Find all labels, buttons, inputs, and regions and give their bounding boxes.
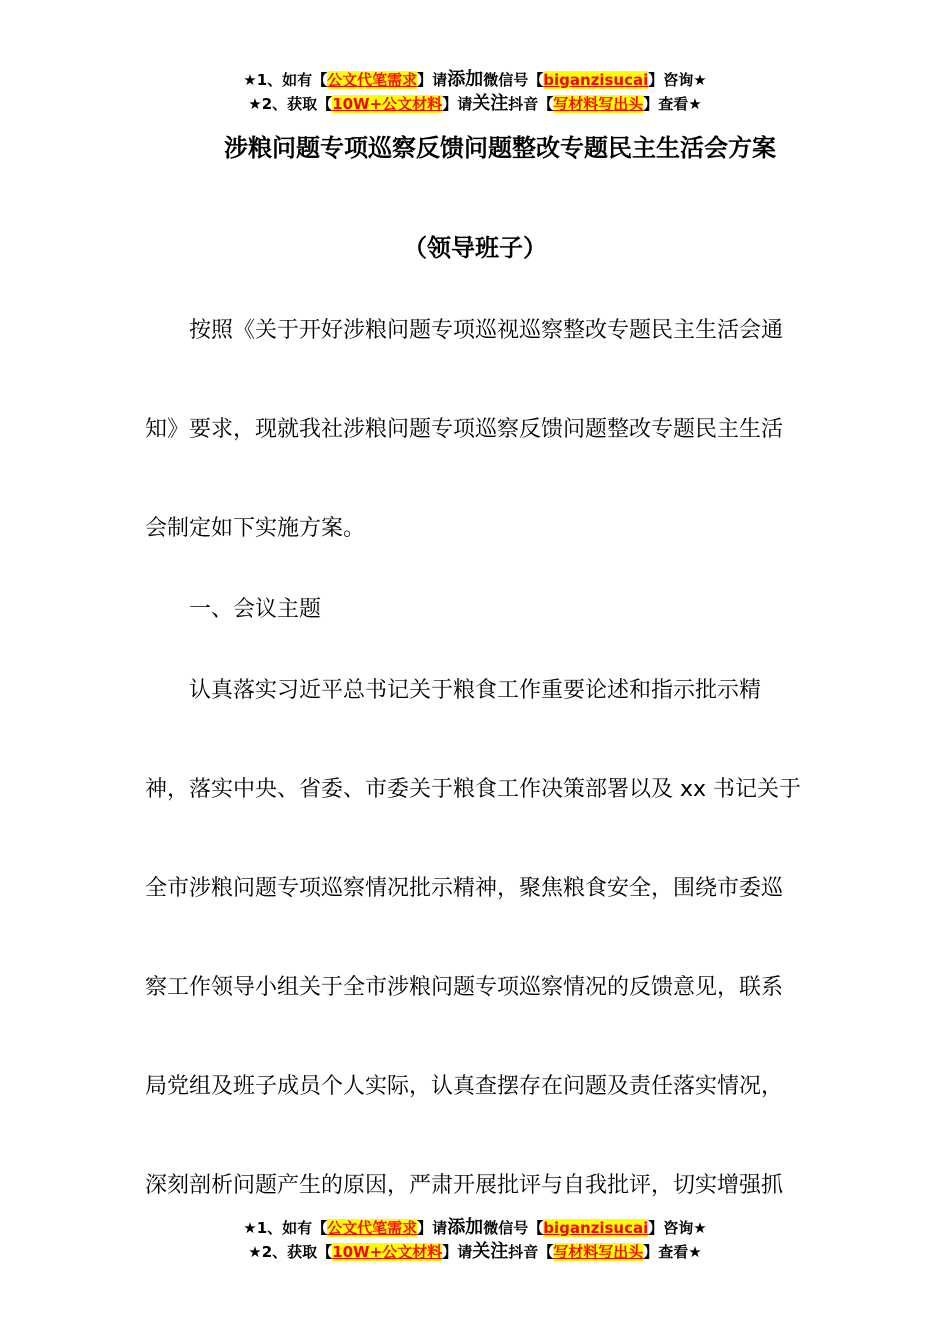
top-banner — [0, 68, 950, 116]
banner-text: 】请 — [442, 1243, 473, 1261]
banner-text: 抖音【 — [508, 95, 554, 113]
banner-text: 抖音【 — [508, 1243, 554, 1261]
banner-text: ★2、获取【 — [248, 1243, 333, 1261]
document-title: 涉粮问题专项巡察反馈问题整改专题民主生活会方案 — [224, 134, 776, 162]
body-line: 察工作领导小组关于全市涉粮问题专项巡察情况的反馈意见，联系 — [145, 975, 784, 1000]
banner-text: 】咨询★ — [648, 71, 707, 89]
banner-text: ★2、获取【 — [248, 95, 333, 113]
banner-text: 微信号【 — [483, 71, 544, 89]
banner-text: 】咨询★ — [648, 1219, 707, 1237]
banner-emphasis: 添加 — [447, 1217, 484, 1238]
body-line: 按照《关于开好涉粮问题专项巡视巡察整改专题民主生活会通 — [145, 318, 784, 343]
highlight-materials: 10W+公文材料 — [332, 95, 443, 113]
highlight-wechat-id: biganzisucai — [543, 1219, 649, 1237]
banner-text: 微信号【 — [483, 1219, 544, 1237]
banner-text: 】查看★ — [643, 95, 702, 113]
body-line: 知》要求，现就我社涉粮问题专项巡察反馈问题整改专题民主生活 — [145, 417, 784, 442]
highlight-service: 公文代笔需求 — [327, 71, 418, 89]
banner-line-2 — [0, 1240, 950, 1264]
highlight-douyin: 写材料写出头 — [553, 1243, 644, 1261]
highlight-materials: 10W+公文材料 — [332, 1243, 443, 1261]
body-line: 深刻剖析问题产生的原因，严肃开展批评与自我批评，切实增强抓 — [145, 1173, 784, 1198]
banner-text: 】请 — [442, 95, 473, 113]
section-heading: 一、会议主题 — [145, 597, 322, 622]
body-line: 会制定如下实施方案。 — [145, 516, 366, 541]
body-line: 认真落实习近平总书记关于粮食工作重要论述和指示批示精 — [145, 678, 762, 703]
highlight-wechat-id: biganzisucai — [543, 71, 649, 89]
banner-emphasis: 关注 — [472, 1241, 509, 1262]
body-line: 全市涉粮问题专项巡察情况批示精神，聚焦粮食安全，围绕市委巡 — [145, 876, 784, 901]
document-subtitle: （领导班子） — [403, 234, 547, 262]
bottom-banner — [0, 1216, 950, 1264]
banner-text: ★1、如有【 — [243, 71, 328, 89]
banner-line-1 — [0, 68, 950, 92]
banner-line-1 — [0, 1216, 950, 1240]
body-line: 局党组及班子成员个人实际，认真查摆存在问题及责任落实情况， — [145, 1074, 784, 1099]
banner-text: 】请 — [417, 1219, 448, 1237]
body-line: 神，落实中央、省委、市委关于粮食工作决策部署以及 xx 书记关于 — [145, 777, 802, 802]
banner-emphasis: 添加 — [447, 69, 484, 90]
banner-emphasis: 关注 — [472, 93, 509, 114]
banner-line-2 — [0, 92, 950, 116]
banner-text: ★1、如有【 — [243, 1219, 328, 1237]
highlight-douyin: 写材料写出头 — [553, 95, 644, 113]
banner-text: 】请 — [417, 71, 448, 89]
highlight-service: 公文代笔需求 — [327, 1219, 418, 1237]
banner-text: 】查看★ — [643, 1243, 702, 1261]
